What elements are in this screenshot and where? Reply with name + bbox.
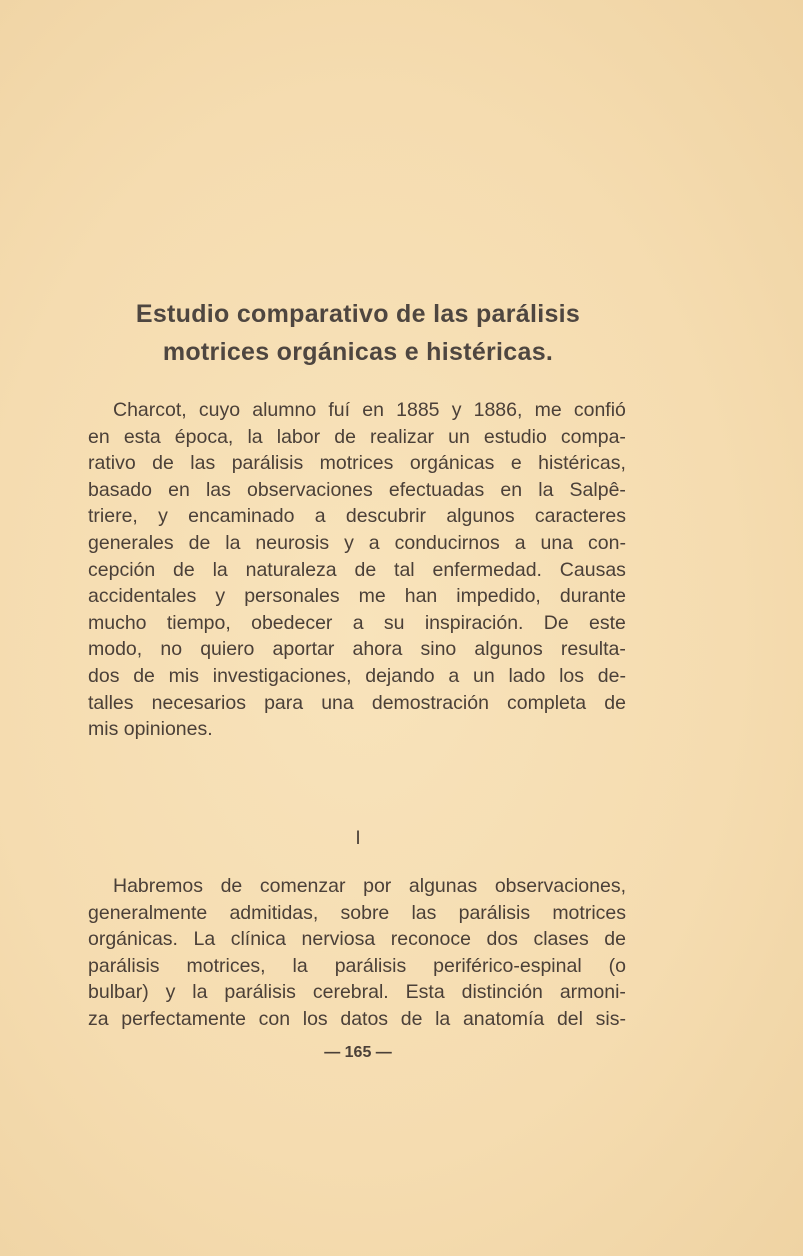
text-line: za perfectamente con los datos de la anatomía del sis- [88,1008,626,1030]
text-line: en esta época, la labor de realizar un estudio compa- [88,425,626,448]
text-line: cepción de la naturaleza de tal enfermedad. Causas [88,558,626,581]
text-line: mucho tiempo, obedecer a su inspiración. De este [88,611,626,634]
text-line: rativo de las parálisis motrices orgánicas e histéricas, [88,452,626,475]
text-line: modo, no quiero aportar ahora sino algunos resulta- [88,638,626,661]
text-line: bulbar) y la parálisis cerebral. Esta distinción armoni- [88,981,626,1004]
text-line: talles necesarios para una demostración completa de [88,691,626,714]
text-line: generales de la neurosis y a conducirnos a una con- [88,532,626,554]
text-line: Habremos de comenzar por algunas observaciones, [113,875,626,897]
text-line: mis opiniones. [88,718,213,741]
text-line: generalmente admitidas, sobre las parálisis motrices [88,901,626,924]
text-line: orgánicas. La clínica nerviosa reconoce dos clases de [88,928,626,951]
chapter-title-line-2: motrices orgánicas e histéricas. [162,338,554,366]
page-number: — 165 — [324,1044,392,1061]
section-number: I [355,828,361,849]
text-line: triere, y encaminado a descubrir algunos caracteres [88,505,626,528]
text-line: basado en las observaciones efectuadas en la Salpê- [88,478,626,501]
text-line: accidentales y personales me han impedido, durante [88,585,626,608]
text-line: parálisis motrices, la parálisis periférico-espinal (o [88,954,626,977]
chapter-title-line-1: Estudio comparativo de las parálisis [135,300,581,328]
text-line: Charcot, cuyo alumno fuí en 1885 y 1886, me confió [113,399,626,421]
text-line: dos de mis investigaciones, dejando a un lado los de- [88,665,626,687]
